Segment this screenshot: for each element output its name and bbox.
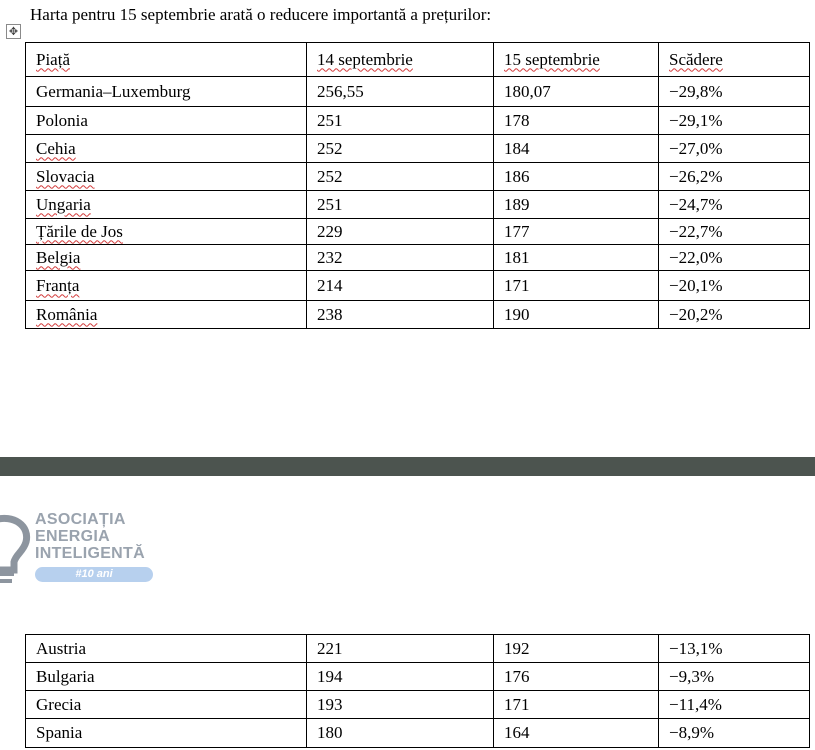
price-sep14-cell: 252 <box>307 163 494 191</box>
table-header-row <box>26 43 810 77</box>
market-cell: Germania–Luxemburg <box>26 77 307 107</box>
decrease-cell: −27,0% <box>659 135 810 163</box>
market-cell: Austria <box>26 635 307 663</box>
price-sep14-cell: 193 <box>307 691 494 719</box>
header-cell: Piață <box>26 43 307 77</box>
price-sep15-cell: 176 <box>494 663 659 691</box>
market-cell: Spania <box>26 719 307 748</box>
header-cell: Scădere <box>659 43 810 77</box>
decrease-cell: −13,1% <box>659 635 810 663</box>
table-row <box>26 663 810 691</box>
anniversary-badge: #10 ani <box>35 567 153 582</box>
table-row <box>26 191 810 219</box>
price-sep14-cell: 194 <box>307 663 494 691</box>
price-table-continued <box>25 634 810 748</box>
decrease-cell: −26,2% <box>659 163 810 191</box>
price-sep14-cell: 256,55 <box>307 77 494 107</box>
decrease-cell: −8,9% <box>659 719 810 748</box>
header-cell: 14 septembrie <box>307 43 494 77</box>
decrease-cell: −20,1% <box>659 271 810 301</box>
price-sep15-cell: 171 <box>494 271 659 301</box>
table-row <box>26 77 810 107</box>
market-cell: Slovacia <box>26 163 307 191</box>
intro-paragraph: Harta pentru 15 septembrie arată o reducere importantă a prețurilor: <box>30 5 492 24</box>
price-sep15-cell: 186 <box>494 163 659 191</box>
price-sep15-cell: 192 <box>494 635 659 663</box>
table-row <box>26 635 810 663</box>
price-table <box>25 42 810 329</box>
table-row <box>26 135 810 163</box>
logo-wordmark <box>35 511 145 562</box>
market-cell: Țările de Jos <box>26 219 307 245</box>
market-cell: Grecia <box>26 691 307 719</box>
market-cell: Belgia <box>26 245 307 271</box>
decrease-cell: −29,1% <box>659 107 810 135</box>
decrease-cell: −9,3% <box>659 663 810 691</box>
price-sep15-cell: 178 <box>494 107 659 135</box>
logo-line: INTELIGENTĂ <box>35 545 145 562</box>
price-sep14-cell: 221 <box>307 635 494 663</box>
table-row <box>26 107 810 135</box>
price-sep14-cell: 238 <box>307 301 494 329</box>
price-sep15-cell: 189 <box>494 191 659 219</box>
decrease-cell: −11,4% <box>659 691 810 719</box>
page-divider-band <box>0 457 815 476</box>
price-sep14-cell: 229 <box>307 219 494 245</box>
table-row <box>26 301 810 329</box>
price-sep15-cell: 190 <box>494 301 659 329</box>
watermark-logo <box>0 508 170 588</box>
decrease-cell: −22,0% <box>659 245 810 271</box>
price-sep14-cell: 180 <box>307 719 494 748</box>
price-sep15-cell: 171 <box>494 691 659 719</box>
price-sep15-cell: 184 <box>494 135 659 163</box>
market-cell: Ungaria <box>26 191 307 219</box>
decrease-cell: −22,7% <box>659 219 810 245</box>
market-cell: Franța <box>26 271 307 301</box>
price-sep15-cell: 181 <box>494 245 659 271</box>
lightbulb-icon <box>0 512 34 590</box>
market-cell: Cehia <box>26 135 307 163</box>
price-sep14-cell: 252 <box>307 135 494 163</box>
decrease-cell: −24,7% <box>659 191 810 219</box>
market-cell: Polonia <box>26 107 307 135</box>
price-sep14-cell: 214 <box>307 271 494 301</box>
price-sep14-cell: 251 <box>307 191 494 219</box>
price-sep15-cell: 164 <box>494 719 659 748</box>
table-row <box>26 691 810 719</box>
price-sep14-cell: 232 <box>307 245 494 271</box>
decrease-cell: −29,8% <box>659 77 810 107</box>
price-sep14-cell: 251 <box>307 107 494 135</box>
table-move-handle-icon[interactable]: ✥ <box>6 24 21 39</box>
table-row <box>26 163 810 191</box>
logo-line: ENERGIA <box>35 528 110 545</box>
price-sep15-cell: 180,07 <box>494 77 659 107</box>
table-row <box>26 271 810 301</box>
logo-line: ASOCIAȚIA <box>35 511 126 528</box>
table-row <box>26 245 810 271</box>
price-sep15-cell: 177 <box>494 219 659 245</box>
market-cell: România <box>26 301 307 329</box>
header-cell: 15 septembrie <box>494 43 659 77</box>
decrease-cell: −20,2% <box>659 301 810 329</box>
market-cell: Bulgaria <box>26 663 307 691</box>
table-row <box>26 219 810 245</box>
table-row <box>26 719 810 748</box>
